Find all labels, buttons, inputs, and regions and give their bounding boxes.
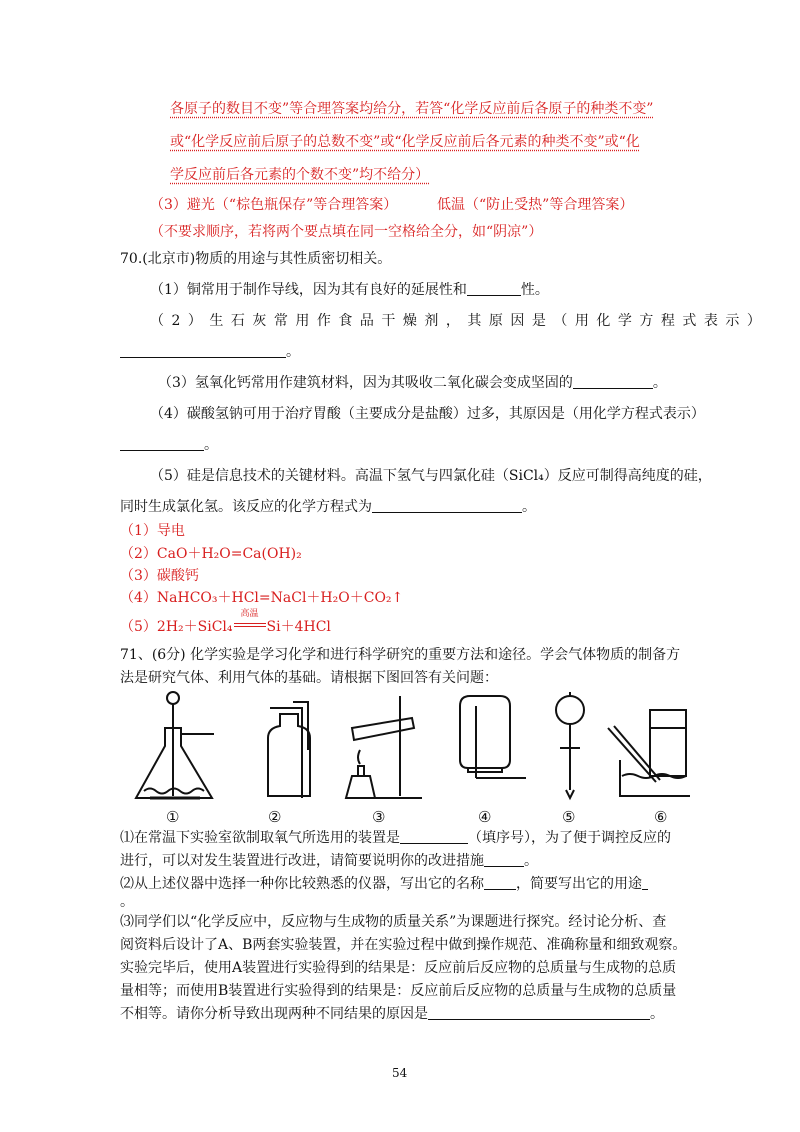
apparatus-label-5: ⑤ xyxy=(562,808,576,826)
answer-69-part-3a: （3）避光（“棕色瓶保存”等合理答案） xyxy=(150,197,398,213)
answer-blank[interactable] xyxy=(120,438,204,451)
question-70-part-4: （4）碳酸氢钠可用于治疗胃酸（主要成分是盐酸）过多，其原因是（用化学方程式表示） xyxy=(150,406,705,422)
question-71-sub-1-line-1: ⑴在常温下实验室欲制取氧气所选用的装置是 （填序号），为了便于调控反应的 xyxy=(120,830,671,846)
question-71-sub-3-line-5: 不相等。请你分析导致出现两种不同结果的原因是 。 xyxy=(120,1006,664,1022)
answer-69-note: （不要求顺序，若将两个要点填在同一空格给全分，如“阴凉”） xyxy=(150,224,543,240)
gas-collecting-bottle-icon xyxy=(268,702,310,798)
question-70-title: 70.(北京市)物质的用途与其性质密切相关。 xyxy=(120,251,392,267)
reaction-condition: 高温 xyxy=(233,618,267,636)
question-70-part-1: （1）铜常用于制作导线，因为其有良好的延展性和 性。 xyxy=(150,282,549,298)
answer-blank[interactable] xyxy=(484,854,524,867)
answer-blank[interactable] xyxy=(642,877,648,890)
answer-blank[interactable] xyxy=(573,376,653,389)
answer-blank[interactable] xyxy=(484,877,516,890)
question-71-sub-3-line-2: 阅资料后设计了A、B两套实验装置，并在实验过程中做到操作规范、准确称量和细致观察。 xyxy=(120,937,687,953)
question-70-part-2-blank-line: 。 xyxy=(120,343,300,361)
question-71-sub-3-line-1: ⑶同学们以“化学反应中，反应物与生成物的质量关系”为课题进行探究。经讨论分析、查 xyxy=(120,914,667,930)
conical-flask-apparatus-icon xyxy=(136,692,214,798)
question-71-sub-1-line-2: 进行，可以对发生装置进行改进，请简要说明你的改进措施 。 xyxy=(120,853,538,869)
heating-tube-apparatus-icon xyxy=(346,696,422,798)
inverted-gas-jar-icon xyxy=(460,696,526,778)
answer-blank[interactable] xyxy=(400,831,468,844)
question-70-part-4-blank-line: 。 xyxy=(120,436,218,454)
answer-69-line-3: 学反应前后各元素的个数不变”均不给分） xyxy=(170,167,430,183)
question-71-intro-line-2: 法是研究气体、利用气体的基础。请根据下图回答有关问题： xyxy=(120,670,498,686)
answer-69-line-1: 各原子的数目不变”等合理答案均给分，若答“化学反应前后各原子的种类不变” xyxy=(170,101,654,117)
water-trough-collection-icon xyxy=(608,710,690,796)
answer-70-3: （3）碳酸钙 xyxy=(120,568,199,584)
answer-blank[interactable] xyxy=(120,345,286,358)
question-71-sub-2-line-2: 。 xyxy=(120,894,134,910)
question-70-part-5-line-1: （5）硅是信息技术的关键材料。高温下氢气与四氯化硅（SiCl₄）反应可制得高纯度的硅， xyxy=(150,468,712,484)
apparatus-figure xyxy=(130,688,690,808)
answer-69-part-3b: 低温（“防止受热”等合理答案） xyxy=(437,197,634,213)
answer-70-5: （5）2H₂＋SiCl₄ 高温 Si＋4HCl xyxy=(120,609,331,635)
question-71-sub-3-line-4: 量相等；而使用B装置进行实验得到的结果是：反应前后反应物的总质量与生成物的总质量 xyxy=(120,983,677,999)
question-70-part-3: （3）氢氧化钙常用作建筑材料，因为其吸收二氧化碳会变成坚固的 。 xyxy=(158,375,667,391)
answer-blank[interactable] xyxy=(372,500,522,513)
apparatus-label-4: ④ xyxy=(478,808,492,826)
answer-70-4: （4）NaHCO₃＋HCl=NaCl＋H₂O＋CO₂↑ xyxy=(120,590,404,606)
apparatus-label-6: ⑥ xyxy=(654,808,668,826)
answer-blank[interactable] xyxy=(467,283,521,296)
question-71-sub-2-line-1: ⑵从上述仪器中选择一种你比较熟悉的仪器，写出它的名称 ，简要写出它的用途 xyxy=(120,875,648,893)
question-71-intro-line-1: 71、(6分) 化学实验是学习化学和进行科学研究的重要方法和途径。学会气体物质的制备方 xyxy=(120,647,681,663)
page-number: 54 xyxy=(392,1066,408,1080)
apparatus-label-1: ① xyxy=(166,808,180,826)
answer-69-line-2: 或“化学反应前后原子的总数不变”或“化学反应前后各元素的种类不变”或“化 xyxy=(170,134,640,150)
answer-70-1: （1）导电 xyxy=(120,523,185,539)
question-70-part-2: （2）生石灰常用作食品干燥剂，其原因是（用化学方程式表示） xyxy=(150,313,769,329)
answer-blank[interactable] xyxy=(428,1007,650,1020)
question-70-part-5-line-2: 同时生成氯化氢。该反应的化学方程式为 。 xyxy=(120,499,536,515)
answer-70-2: （2）CaO＋H₂O=Ca(OH)₂ xyxy=(120,546,302,562)
apparatus-label-2: ② xyxy=(268,808,282,826)
apparatus-label-3: ③ xyxy=(372,808,386,826)
question-71-sub-3-line-3: 实验完毕后，使用A装置进行实验得到的结果是：反应前后反应物的总质量与生成物的总质 xyxy=(120,960,677,976)
separatory-funnel-icon xyxy=(556,692,584,798)
